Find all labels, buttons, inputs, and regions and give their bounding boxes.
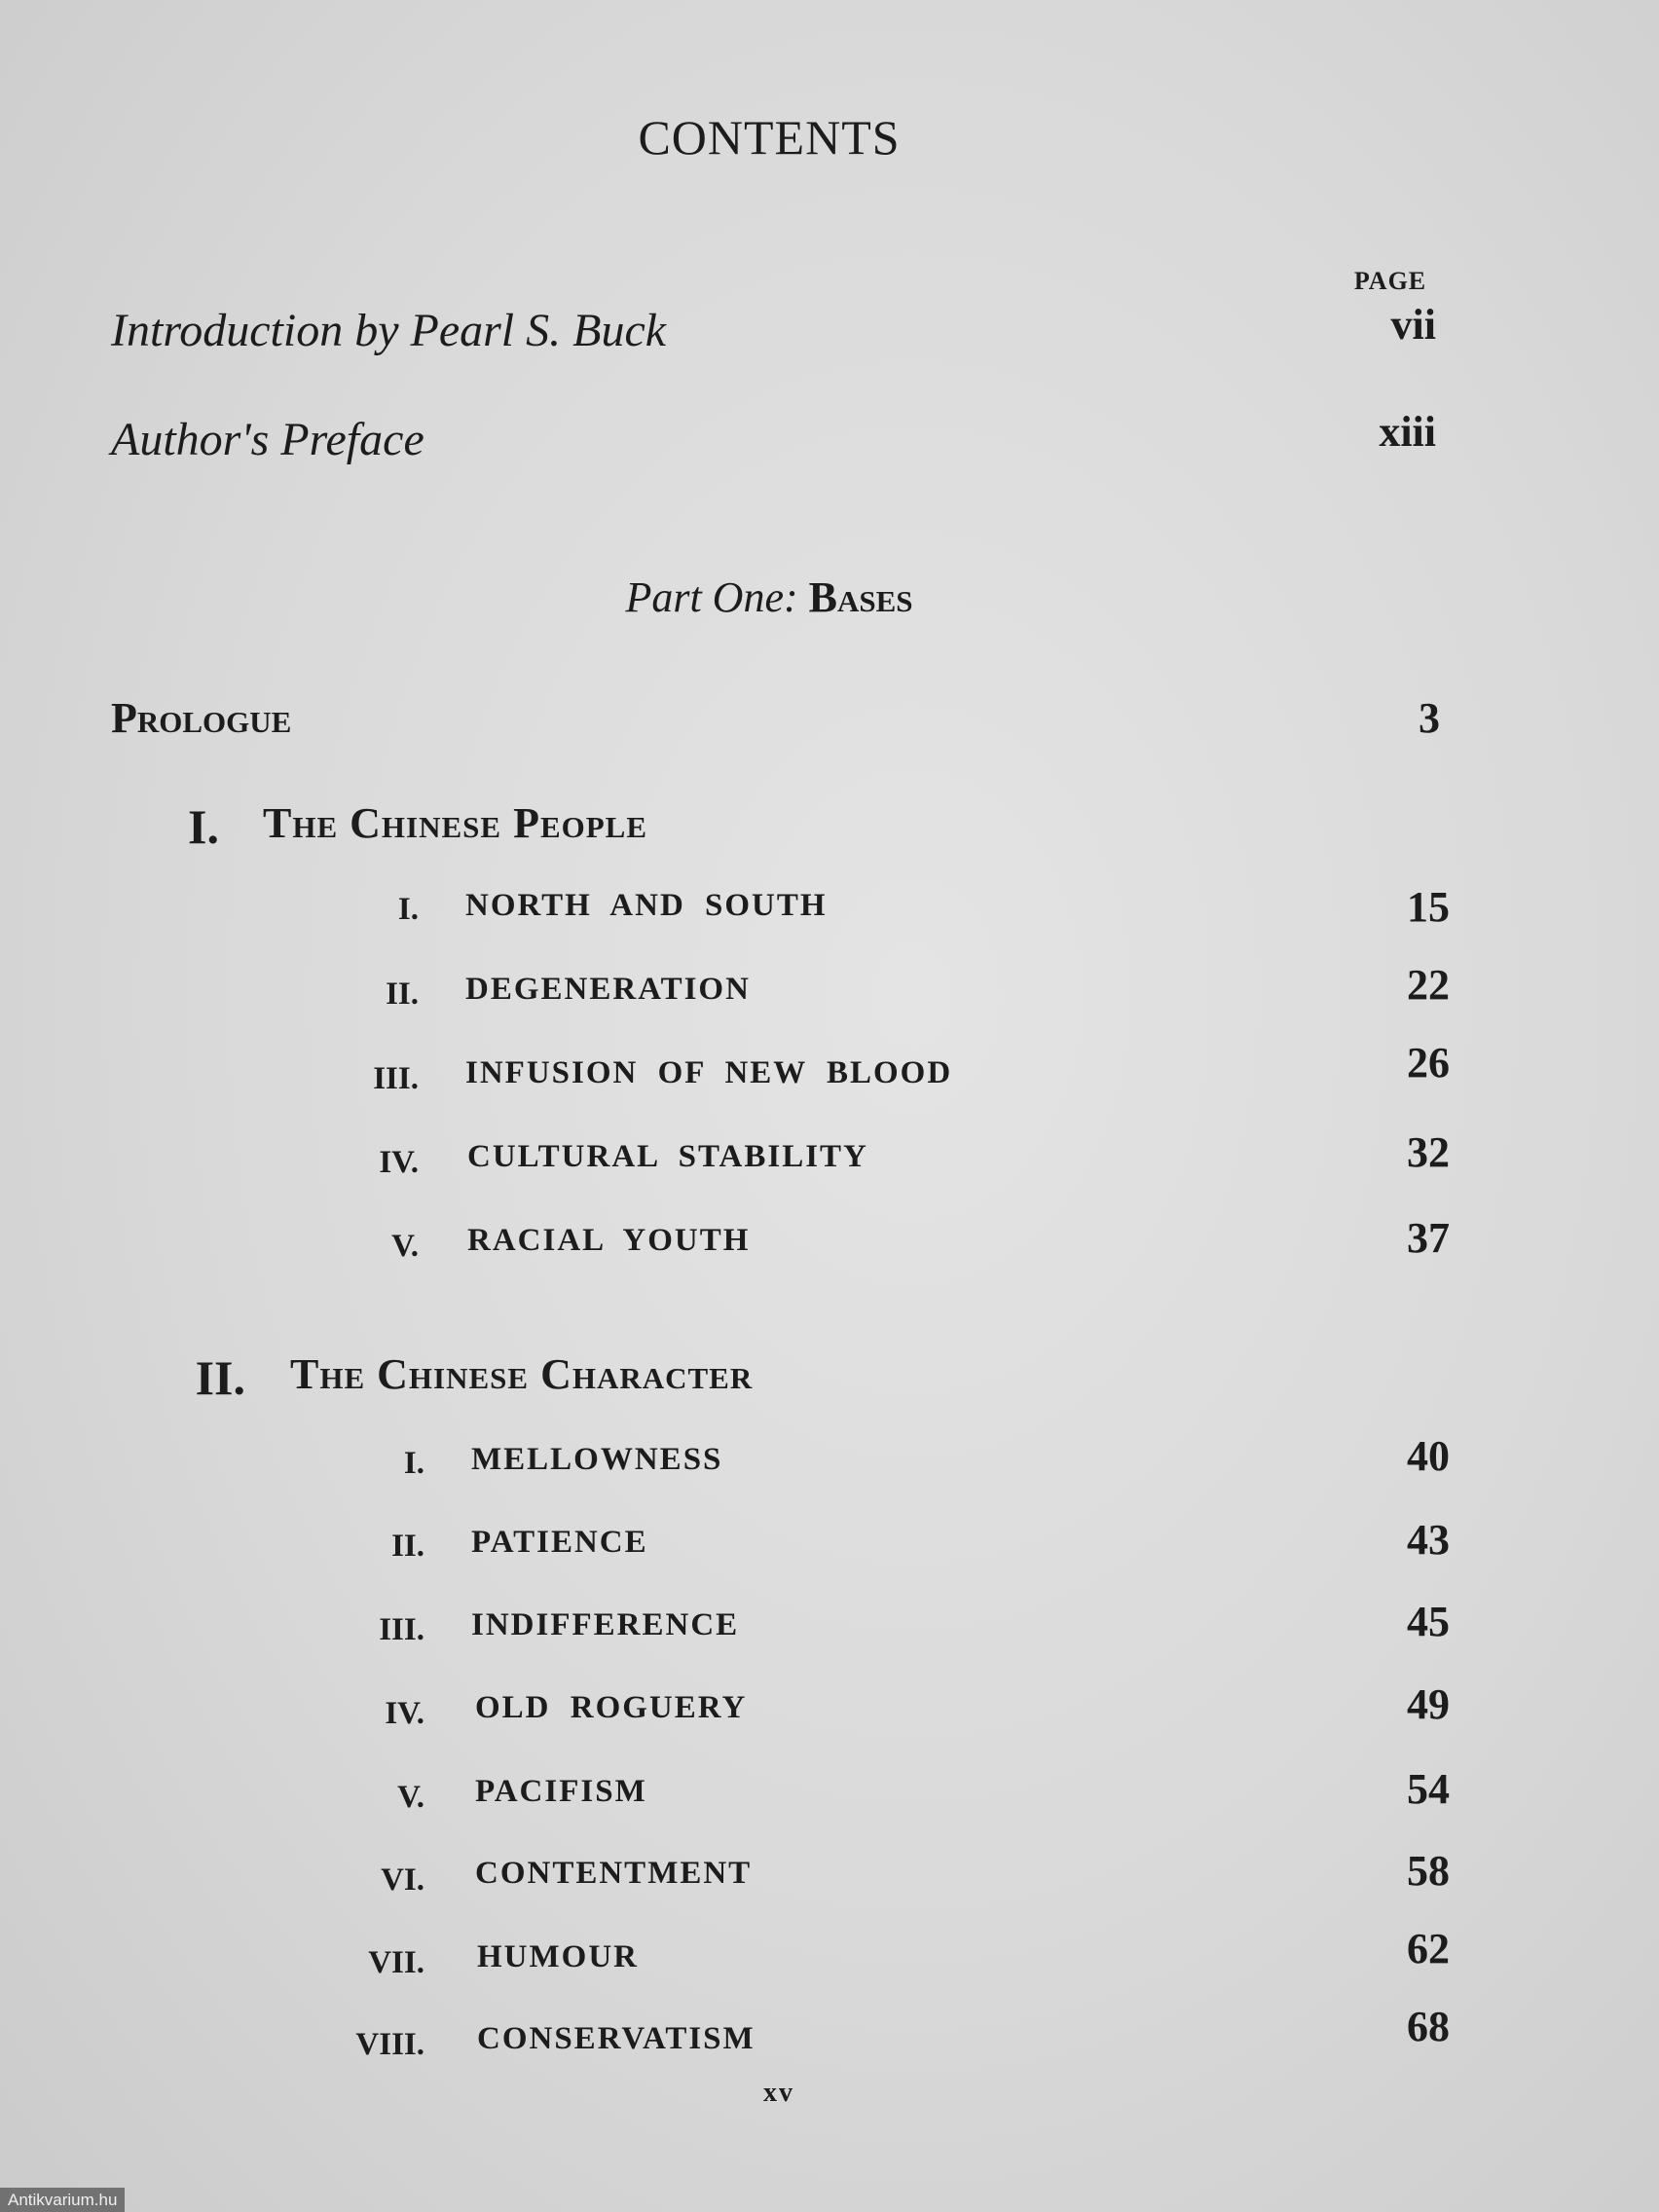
section-number: III. xyxy=(379,1612,424,1647)
part-label: Part One: xyxy=(625,573,798,621)
section-number: II. xyxy=(391,1529,424,1564)
section-page: 40 xyxy=(1407,1432,1450,1480)
front-matter-preface-page: xiii xyxy=(1379,408,1436,456)
section-number: IV. xyxy=(385,1696,424,1731)
section-page: 54 xyxy=(1407,1765,1450,1813)
section-page: 15 xyxy=(1407,883,1450,931)
front-matter-introduction[interactable]: Introduction by Pearl S. Buck xyxy=(111,305,667,356)
section-number: III. xyxy=(373,1061,419,1096)
section-number: VIII. xyxy=(355,2027,424,2062)
section-page: 43 xyxy=(1407,1516,1450,1564)
page-folio: xv xyxy=(763,2078,794,2108)
section-title[interactable]: PATIENCE xyxy=(471,1525,648,1560)
section-page: 68 xyxy=(1407,2003,1450,2050)
section-title[interactable]: CULTURAL STABILITY xyxy=(467,1139,868,1174)
section-number: I. xyxy=(397,892,419,927)
front-matter-preface[interactable]: Author's Preface xyxy=(111,414,424,465)
part-heading xyxy=(0,572,1538,622)
section-title[interactable]: PACIFISM xyxy=(475,1774,647,1809)
section-page: 32 xyxy=(1407,1128,1450,1176)
section-number: I. xyxy=(403,1446,424,1481)
section-page: 45 xyxy=(1407,1598,1450,1645)
section-title[interactable]: HUMOUR xyxy=(477,1939,639,1974)
section-number: VII. xyxy=(368,1945,424,1980)
section-title[interactable]: INDIFFERENCE xyxy=(471,1607,740,1642)
section-title[interactable]: CONTENTMENT xyxy=(475,1856,753,1891)
section-page: 62 xyxy=(1407,1925,1450,1972)
part-name: Bases xyxy=(808,573,913,621)
section-page: 22 xyxy=(1407,961,1450,1009)
prologue-entry[interactable]: Prologue xyxy=(111,694,292,742)
chapter-number: II. xyxy=(195,1350,245,1405)
section-page: 26 xyxy=(1407,1039,1450,1087)
section-page: 49 xyxy=(1407,1680,1450,1728)
section-title[interactable]: MELLOWNESS xyxy=(471,1442,723,1477)
watermark: Antikvarium.hu xyxy=(0,2188,125,2212)
section-title[interactable]: OLD ROGUERY xyxy=(475,1690,748,1725)
section-number: VI. xyxy=(381,1862,424,1898)
section-title[interactable]: INFUSION OF NEW BLOOD xyxy=(465,1055,953,1090)
page-column-label: PAGE xyxy=(1353,267,1427,295)
chapter-title[interactable]: The Chinese People xyxy=(263,799,648,847)
section-number: V. xyxy=(397,1780,424,1815)
prologue-page: 3 xyxy=(1419,694,1440,742)
chapter-number: I. xyxy=(188,799,219,854)
section-number: II. xyxy=(386,977,419,1012)
section-title[interactable]: CONSERVATISM xyxy=(477,2021,756,2056)
page-title: CONTENTS xyxy=(638,110,901,165)
chapter-title[interactable]: The Chinese Character xyxy=(290,1350,754,1398)
front-matter-introduction-page: vii xyxy=(1390,301,1436,349)
section-title[interactable]: RACIAL YOUTH xyxy=(467,1223,751,1258)
section-page: 58 xyxy=(1407,1847,1450,1895)
section-number: V. xyxy=(391,1229,419,1264)
section-title[interactable]: NORTH AND SOUTH xyxy=(465,888,828,923)
section-title[interactable]: DEGENERATION xyxy=(465,972,751,1007)
section-page: 37 xyxy=(1407,1214,1450,1262)
section-number: IV. xyxy=(379,1145,419,1180)
